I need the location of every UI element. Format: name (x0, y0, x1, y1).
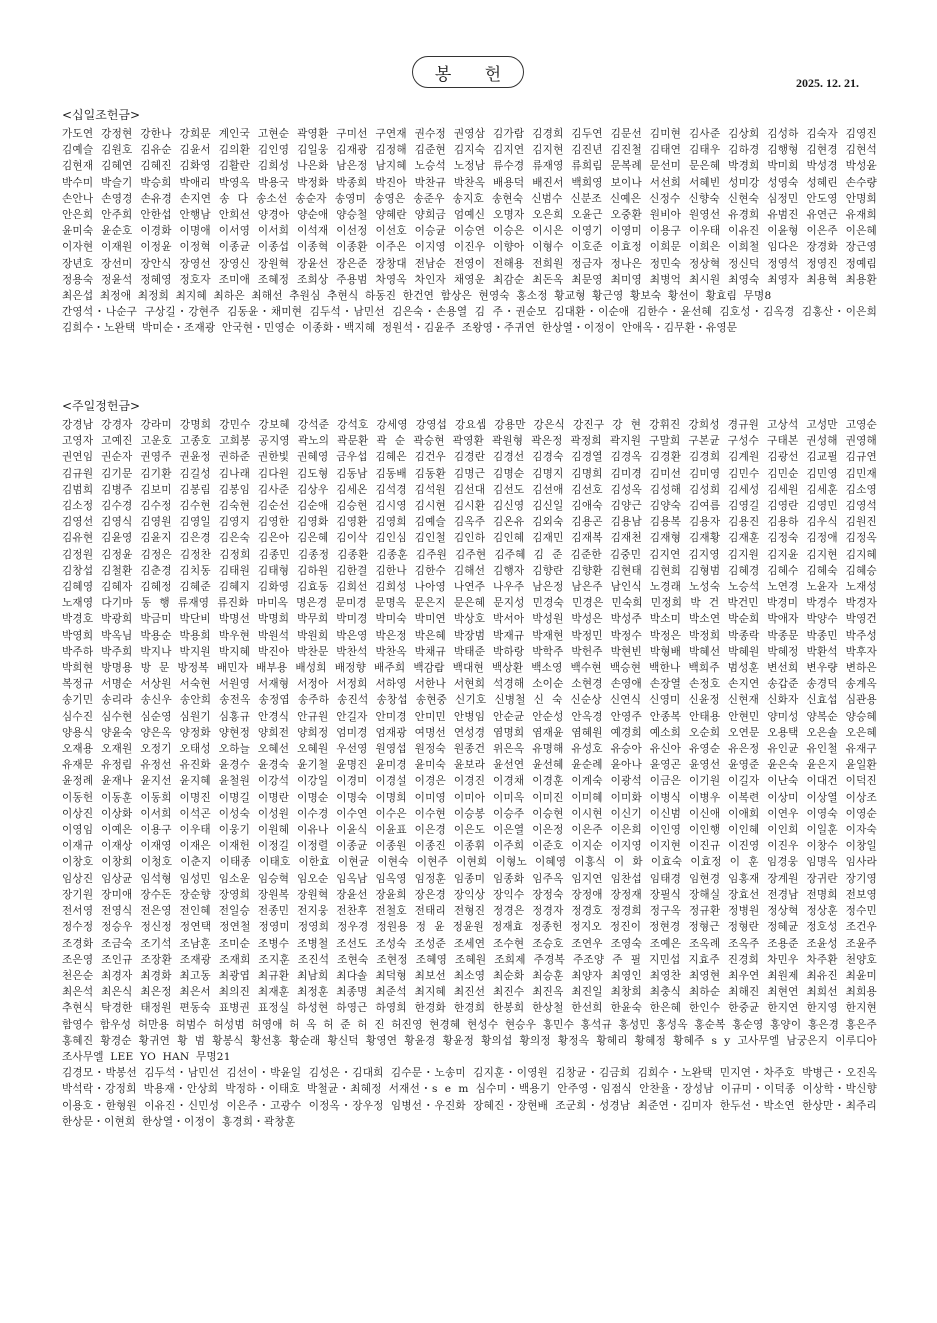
bulletin-date: 2025. 12. 21. (796, 76, 859, 90)
tithe-section (62, 106, 877, 337)
section-heading: <주일정헌금> (62, 399, 141, 413)
page-title: 봉 헌 (412, 56, 524, 88)
sunday-offering-names-list: 강경남 강경자 강라미 강명희 강민수 강보혜 강석준 강석호 강세영 강영섭 강요셉 강용만 강은식 강진구 강 현 강휘진 강희성 경규원 고상석 고성만 고영순 고영자 고예진 고운호 고종호 고희봉 공지영 곽노의 곽문환 곽 순 곽승현 곽영환 곽원형 곽은정 곽정희 곽지원 구말희 구본균 구성수 구태본 권성해 권영해 권연임 권순자 권영주 권윤정 권하준 권한빛 권혜영 금우섭 김혜은 김건우 김경란 김경선 김경숙 김경열 김경옥 김경환 김경희 김계원 김광선 김교필 김규연 김규원 김기문 김기환 김길성 김나래 김다원 김도형 김동남 김동배 김동환 김명근 김명순 김명지 김명희 김미경 김미선 김미영 김민수 김민순 김민영 김민재 김범희 김병주 김보미 김봉림 김봉임 김사준 김상우 김세온 김석경 김석원 김선대 김선도 김선애 김선호 김성옥 김성해 김성희 김세성 김세원 김세훈 김소영 김소정 김수경 김수정 김수현 김숙현 김순선 김순애 김승현 김시영 김시현 김시환 김신영 김신일 김애숙 김양근 김양숙 김여름 김영길 김영란 김영민 김영석 김영선 김영식 김영원 김영일 김영지 김영한 김영화 김영환 김영희 김예슬 김옥주 김온유 김외숙 김용곤 김용남 김용복 김용자 김용진 김용하 김우식 김원진 김유현 김윤영 김윤지 김은경 김은숙 김은아 김은혜 김이삭 김인심 김인철 김인하 김인혜 김재민 김재복 김재천 김재형 김재황 김재훈 김정숙 김정애 김정옥 김정원 김정윤 김정은 김정찬 김정희 김종민 김종정 김종환 김종훈 김주원 김주현 김주혜 김 준 김준한 김중민 김지연 김지영 김지원 김지윤 김지현 김지혜 김창섭 김철환 김춘경 김치동 김태원 김태형 김하원 김한결 김한나 김한수 김해선 김행자 김향란 김향환 김현태 김현희 김형범 김혜경 김혜수 김혜숙 김혜승 김혜영 김혜자 김혜정 김혜준 김혜지 김화영 김효동 김희선 김희성 나아영 나연주 나우주 남은정 남은주 남인식 노경래 노성숙 노승석 노연경 노윤자 노재성 노재영 다기마 동 행 류재영 류진화 마미옥 명은경 문미경 문명옥 문은지 문은혜 문지성 민경숙 민경은 민숙희 민정희 박 건 박건민 박경미 박경수 박경자 박경호 박광희 박금미 박단비 박명선 박명희 박무희 박미경 박미숙 박미연 박상호 박서아 박성원 박성은 박성주 박소미 박소연 박순희 박애자 박양수 박영건 박영희 박옥님 박용순 박용희 박우현 박원석 박원희 박은영 박은정 박은혜 박장범 박재규 박재현 박정민 박정수 박정은 박정희 박종락 박종문 박종민 박주성 박주하 박주희 박지나 박지원 박지혜 박진아 박찬문 박찬석 박찬옥 박채규 박태준 박하랑 박학주 박헌주 박현빈 박형배 박혜선 박혜원 박혜정 박환석 박후자 박희현 방명용 방 문 방정복 배민자 배부용 배성희 배정향 배주희 백감람 백대현 백상환 백소영 백수현 백승현 백한나 백희주 범성훈 변선희 변우량 변하은 복정규 서명순 서상원 서숙현 서원영 서재형 서정아 서정희 서하영 서한나 서현희 석경해 소이순 소현경 손영애 손장열 손정호 손지연 송갑준 송경덕 송계옥 송기민 송리라 송신우 송안희 송전옥 송정엽 송주하 송진석 송창섭 송현중 신기호 신병철 신 숙 신순상 신연식 신영미 신윤정 신현재 신화자 신효섭 심관용 심수진 심수현 심순영 심원기 심홍규 안경식 안규원 안길자 안미경 안미민 안병임 안순균 안순성 안옥경 안영주 안종복 안태용 안현민 양미성 양복순 양승혜 양용식 양윤숙 양은옥 양정화 양현정 양희전 양희정 엄미경 엄재광 여명선 연성경 염명희 염재윤 염혜원 예경희 예소희 오순희 오연문 오용택 오은솔 오은혜 오재용 오재원 오정기 오태성 오하늘 오혜선 오혜원 우선영 원영섭 원정숙 원종건 위은옥 유명해 유성호 유승아 유신아 유영순 유은정 유인균 유인철 유재구 유재문 유정림 유정선 유진화 윤경수 윤경숙 윤기철 윤명진 윤미경 윤미숙 윤보라 윤선연 윤선혜 윤순례 윤아나 윤영곤 윤영선 윤영준 윤은숙 윤은지 윤일환 윤정례 윤재나 윤지선 윤지혜 윤철원 이강석 이강일 이경미 이경설 이경은 이경진 이경채 이경훈 이계숙 이광석 이금은 이기원 이길자 이난숙 이대건 이덕진 이동헌 이동훈 이동희 이명진 이명길 이명란 이명순 이명숙 이명희 이미영 이미아 이미옥 이미진 이미혜 이미화 이병식 이병우 이복련 이상미 이상열 이상조 이상진 이상화 이서희 이석곤 이성숙 이성원 이수경 이수연 이수은 이수현 이승봉 이승주 이승현 이시현 이신기 이신범 이신애 이애희 이연우 이영숙 이영순 이영임 이예은 이용구 이우태 이웅기 이원혜 이유나 이윤식 이윤표 이은경 이은도 이은열 이은정 이은주 이은희 이인영 이인행 이인혜 이인희 이일훈 이자숙 이재규 이재상 이재영 이재은 이재헌 이정길 이정렬 이종균 이종원 이종진 이종휘 이주희 이준호 이지순 이지영 이지현 이진규 이진영 이진우 이창수 이창일 이창호 이창희 이청호 이춘지 이태종 이태호 이한효 이현균 이현숙 이현주 이현희 이형노 이혜영 이홍식 이 화 이효숙 이효정 이 훈 임경웅 임명옥 임사라 임상진 임상균 임석형 임성민 임소운 임승혁 임오순 임옥남 임옥영 임정훈 임종미 임종화 임주옥 임지연 임찬섭 임태경 임현경 임홍재 장계원 장귀란 장기영 장기원 장미애 장수돈 장순향 장영희 장원복 장원혁 장윤선 장윤희 장은경 장익상 장익수 장정숙 장정애 장정재 장필식 장해실 장효선 전경남 전명희 전보영 전서영 전영식 전은영 전인혜 전일승 전종민 전지웅 전찬후 전철호 전태리 전형진 정경은 정경자 정경호 정경희 정구옥 정규환 정병원 정상혁 정상훈 정수민 정수정 정승우 정신정 정연택 정연철 정영미 정영희 정우경 정원용 정 윤 정윤원 정재효 정종헌 정지오 정진이 정현경 정형근 정형란 정혜균 정호성 조건우 조경화 조금숙 조기석 조남훈 조미순 조병수 조병철 조선도 조성숙 조성준 조세연 조수현 조승호 조연우 조영숙 조예은 조옥례 조옥주 조용준 조윤성 조윤주 조은영 조인규 조장환 조재광 조재희 조지훈 조진석 조현숙 조현정 조혜영 조혜원 조희제 주경복 주조양 주 필 지민섭 지효주 진경희 차민우 차주환 천양호 천은순 최경자 최경화 최고동 최광엽 최규환 최남희 최다솔 최덕형 최보선 최소영 최순화 최승훈 최양자 최영인 최영찬 최영현 최우연 최원제 최유진 최윤미 최은석 최은식 최은정 최은서 최의진 최재훈 최정훈 최종명 최준석 최지혜 최진선 최진수 최진옥 최진일 최창희 최충식 최하순 최해진 최현연 최희선 최희용 추현식 탁경한 태정원 편동숙 표병권 표정실 하성현 하영근 하영희 한경화 한경희 한봉희 한상철 한선희 한윤숙 한은혜 한인수 한중균 한지연 한지영 한지현 함영수 함우성 허만용 허범수 허성범 허영애 허 옥 허 준 허 진 허진영 현경혜 현성수 현승우 홍민수 홍석규 홍성민 홍성옥 홍순복 홍순영 홍양이 홍은경 홍은주 홍혜진 황경순 황귀연 황 범 황봉식 황선홍 황순래 황신덕 황영연 황윤경 황윤정 황의섭 황의정 황정옥 황혜리 황혜정 황혜주 s y 고사무엘 남궁은지 이루디아 조사무엘 LEE YO HAN 무명21 김경모・박봉선 김두석・남민선 김선이・박윤일 김성은・김대희 김수문・노송미 김지훈・이영원 김창균・김금희 김희수・노완택 민지연・차주호 박병근・오진옥 박석락・강정희 박용재・안상희 박정하・이태호 박철균・최혜정 서재선・s e m 심수미・백용기 안주영・임점식 안찬율・장성남 이규미・이덕종 이상학・박신향 이용호・한형원 이유진・신민성 이은주・고광수 이정옥・장우정 임병선・우진화 장혜진・장현배 조군희・성경남 최준연・김미자 한두선・박소연 한상만・최주리 한상문・이현희 한상열・이정이 홍경희・곽창훈 (62, 419, 877, 1128)
section-heading: <십일조헌금> (62, 108, 141, 122)
tithe-names-list: 가도연 강정현 강한나 강희문 계인국 고현순 곽영환 구미선 구연재 권수정 권영삼 김가람 김경희 김두연 김문선 김미현 김사준 김상희 김성하 김숙자 김영진 김예슬 김원호 김유순 김윤서 김의환 김인영 김일웅 김재광 김정해 김준현 김지숙 김지연 김지현 김진년 김진철 김태연 김태우 김하경 김행형 김현경 김현석 김현재 김혜연 김혜진 김화영 김활란 김희성 나은화 남은정 남지혜 노승석 노정남 류수경 류재영 류희림 문복례 문선미 문은혜 박경희 박미희 박성경 박성윤 박수미 박슬기 박승희 박애리 박영옥 박용국 박정화 박종희 박진아 박찬규 박찬옥 배용덕 배진서 백희영 보이나 서선희 서혜빈 성미강 성영숙 성혜린 손수량 손안나 손영경 손유경 손지연 송 다 송소선 송순자 송영미 송영은 송준우 송지호 송현숙 신범수 신분조 신예은 신정수 신향숙 신현숙 심정민 안도영 안명희 안은희 안주희 안한섭 안행남 안희선 양경아 양순애 양승철 양혜란 양희금 엄예신 오명자 오은희 오윤근 오중환 원비아 원영선 유경희 유범진 유연근 유재희 윤미숙 윤순호 이경화 이명애 이서영 이서희 이석재 이선정 이선호 이승균 이승연 이승은 이시은 이영기 이영미 이용구 이우태 이유진 이윤형 이은주 이은혜 이자현 이재원 이정윤 이정혁 이종균 이종섭 이종혁 이종환 이주은 이지영 이진우 이향아 이형수 이호준 이효정 이희문 이희은 이희철 임다은 장경화 장근영 장년호 장선미 장안식 장영선 장영신 장원혁 장윤선 장은준 장창대 전남순 전영이 전해용 전희원 정금자 정나은 정민숙 정상혁 정신덕 정영석 정영진 정예림 정용숙 정윤석 정혜영 정호자 조미애 조혜정 조희상 주용범 차영옥 차인자 채영운 최감순 최돈옥 최문영 최미영 최병억 최시원 최영숙 최영자 최용혁 최용환 최은섭 최정애 최정희 최지혜 최하은 최해선 추원심 추현식 하동진 한건연 함상은 현영숙 홍소정 황교형 황근영 황보숙 황선이 황효림 무명8 간영석・나순구 구상길・강현주 김동윤・채미현 김두석・남민선 김은숙・손용열 김 주・권순모 김대환・이순애 김한수・윤선혜 김호성・김옥경 김홍산・이은희 김희수・노완택 박미순・조재광 안국현・민영순 이종화・백지혜 정원석・김윤주 조왕영・주귀연 한상열・이정이 안애옥・김무환・유영문 (62, 128, 877, 335)
sunday-offering-section (62, 397, 877, 1130)
